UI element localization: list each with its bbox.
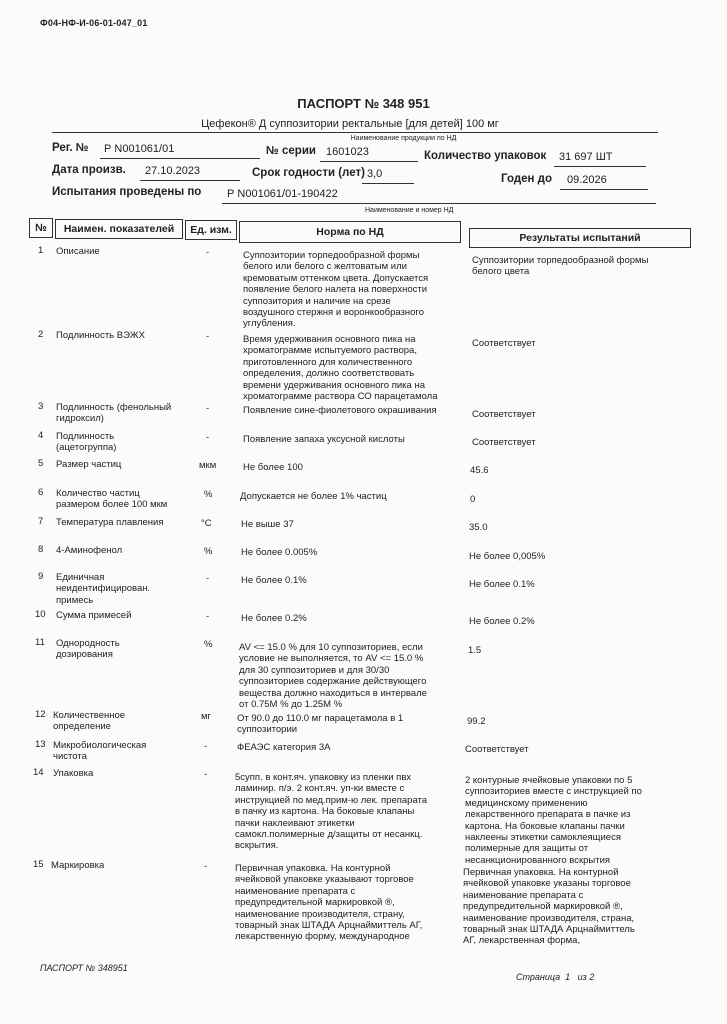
row-unit: - (206, 331, 210, 342)
row-num: 9 (38, 571, 44, 582)
qty-label: Количество упаковок (424, 150, 547, 162)
row-unit: % (204, 489, 213, 500)
row-num: 3 (38, 401, 44, 412)
row-num: 4 (38, 430, 44, 441)
valid-label: Годен до (501, 173, 552, 185)
row-unit: - (204, 769, 208, 780)
row-norm: Появление сине-фиолетового окрашивания (243, 405, 437, 416)
row-result: 1.5 (468, 645, 482, 656)
reg-underline (100, 158, 260, 159)
tests-caption: Наименование и номер НД (365, 207, 454, 214)
row-norm: Не более 0.005% (241, 547, 318, 558)
row-num: 6 (38, 487, 44, 498)
reg-value: Р N001061/01 (104, 143, 175, 155)
tests-label: Испытания проведены по (52, 186, 202, 198)
shelf-underline (362, 183, 414, 184)
passport-title: ПАСПОРТ № 348 951 (297, 96, 430, 111)
tests-underline (222, 203, 656, 204)
row-norm: От 90.0 до 110.0 мг парацетамола в 1 суппозитории (237, 713, 404, 736)
row-name: Подлинность ВЭЖХ (56, 330, 145, 341)
row-name: Температура плавления (56, 517, 164, 528)
row-num: 12 (35, 709, 46, 720)
row-result: 99.2 (467, 716, 486, 727)
page-total: 2 (589, 972, 595, 982)
row-norm: Появление запаха уксусной кислоты (243, 434, 405, 445)
row-num: 10 (35, 609, 46, 620)
row-norm: AV <= 15.0 % для 10 суппозиториев, если условие не выполняется, то AV <= 15.0 % для 30 суппозиториев и для 30/30 суппозиториев содержание действующего вещества должно находиться в интервале от 0.75М % до 1.25М % (239, 642, 427, 711)
row-name: Однородность дозирования (56, 638, 120, 661)
row-norm: Не выше 37 (241, 519, 294, 530)
row-name: Микробиологическая чистота (53, 740, 147, 763)
row-norm: 5супп. в конт.яч. упаковку из пленки пвх ламинир. п/э. 2 конт.яч. уп-ки вместе с инструкцией по мед.прим-ю лек. препарата в пачку из картона. На боковые клапаны пачки наклеивают этикетки самокл.полимерные д/защиты от несанкц. вскрытия. (235, 772, 428, 852)
valid-underline (560, 189, 648, 190)
col-header-result: Результаты испытаний (469, 228, 691, 248)
row-unit: °С (201, 518, 212, 529)
row-norm: Не более 0.2% (241, 613, 307, 624)
row-result: Первичная упаковка. На контурной ячейковой упаковке указаны торговое наименование препарата с предупредительной маркировкой ®, наименование производителя, страна, товарный знак ШТАДА Арцнаймиттель АГ, лекарственная форма, (463, 867, 635, 947)
row-norm: Время удерживания основного пика на хроматограмме испытуемого раствора, приготовленного для количественного определения, должно соответствовать времени удерживания основного пика на хроматограмме раствора СО парацетамола (243, 334, 438, 403)
row-num: 7 (38, 516, 44, 527)
row-result: Соответствует (472, 338, 536, 349)
row-unit: - (204, 741, 208, 752)
row-unit: - (206, 611, 210, 622)
row-num: 13 (35, 739, 46, 750)
row-name: Единичная неидентифицирован. примесь (56, 572, 151, 606)
qty-underline (554, 166, 646, 167)
page-of-label: из (577, 972, 587, 982)
product-caption: Наименование продукции по НД (350, 135, 457, 142)
row-norm: Не более 0.1% (241, 575, 307, 586)
row-norm: Первичная упаковка. На контурной ячейковой упаковке указывают торговое наименование препарата с предупредительной маркировкой ®, наименование производителя, страну, товарный знак ШТАДА Арцнаймиттель АГ, лекарственную форму, международное (235, 863, 423, 943)
page-number: 1 (565, 972, 571, 982)
col-header-name: Наимен. показателей (55, 219, 183, 239)
shelf-value: 3,0 (367, 168, 383, 180)
row-unit: мкм (199, 460, 217, 471)
row-num: 8 (38, 544, 44, 555)
valid-value: 09.2026 (567, 174, 607, 186)
row-unit: % (204, 639, 213, 650)
date-underline (140, 180, 240, 181)
row-num: 14 (33, 767, 44, 778)
row-norm: Суппозитории торпедообразной формы белого или белого с желтоватым или кремоватым оттенком цвета. Допускается появление белого налета на поверхности суппозитория и наличие на срезе воздушного стержня и воронкообразного углубления. (243, 250, 429, 330)
row-unit: мг (201, 711, 211, 722)
col-header-num: № (29, 218, 53, 238)
footer-passport: ПАСПОРТ № 348951 (40, 963, 128, 973)
row-name: Сумма примесей (56, 610, 132, 621)
row-num: 15 (33, 859, 44, 870)
row-name: 4-Аминофенол (56, 545, 123, 556)
row-name: Размер частиц (56, 459, 122, 470)
row-unit: - (206, 403, 210, 414)
row-name: Количество частиц размером более 100 мкм (56, 488, 168, 511)
row-norm: Допускается не более 1% частиц (240, 491, 387, 502)
row-unit: - (204, 861, 208, 872)
row-num: 1 (38, 245, 44, 256)
product-underline (52, 132, 658, 133)
row-result: Соответствует (472, 409, 536, 420)
col-header-unit: Ед. изм. (185, 220, 237, 240)
row-unit: - (206, 573, 210, 584)
col-header-norm: Норма по НД (239, 221, 461, 243)
series-value: 1601023 (326, 146, 369, 158)
page-indicator (516, 972, 594, 982)
shelf-label: Срок годности (лет) (252, 167, 365, 179)
row-unit: - (206, 432, 210, 443)
row-result: Не более 0.2% (469, 616, 535, 627)
date-label: Дата произв. (52, 164, 126, 176)
row-result: Не более 0.1% (469, 579, 535, 590)
series-underline (320, 161, 418, 162)
row-result: Соответствует (465, 744, 529, 755)
series-label: № серии (266, 145, 316, 157)
page-label: Страница (516, 972, 561, 982)
row-unit: % (204, 546, 213, 557)
row-name: Количественное определение (53, 710, 126, 733)
row-result: 45.6 (470, 465, 489, 476)
row-num: 2 (38, 329, 44, 340)
row-num: 11 (35, 637, 45, 648)
row-name: Подлинность (фенольный гидроксил) (56, 402, 172, 425)
row-name: Подлинность (ацетогруппа) (56, 431, 117, 454)
row-norm: Не более 100 (243, 462, 303, 473)
row-result: Не более 0,005% (469, 551, 546, 562)
row-norm: ФЕАЭС категория 3А (237, 742, 331, 753)
row-result: Суппозитории торпедообразной формы белого цвета (472, 255, 649, 278)
product-name: Цефекон® Д суппозитории ректальные [для детей] 100 мг (201, 118, 499, 130)
tests-value: Р N001061/01-190422 (227, 188, 338, 200)
reg-label: Рег. № (52, 142, 89, 154)
row-unit: - (206, 247, 210, 258)
date-value: 27.10.2023 (145, 165, 201, 177)
row-result: 0 (470, 494, 476, 505)
row-result: Соответствует (472, 437, 536, 448)
row-name: Упаковка (53, 768, 94, 779)
row-name: Описание (56, 246, 100, 257)
row-num: 5 (38, 458, 44, 469)
row-result: 35.0 (469, 522, 488, 533)
document-code: Ф04-НФ-И-06-01-047_01 (40, 18, 148, 28)
row-result: 2 контурные ячейковые упаковки по 5 суппозиториев вместе с инструкцией по медицинскому применению лекарственного препарата в пачке из картона. На боковые клапаны пачки наклеены этикетки самоклеящиеся полимерные для защиты от несанкционированного вскрытия (465, 775, 642, 866)
row-name: Маркировка (51, 860, 105, 871)
qty-value: 31 697 ШТ (559, 151, 613, 163)
